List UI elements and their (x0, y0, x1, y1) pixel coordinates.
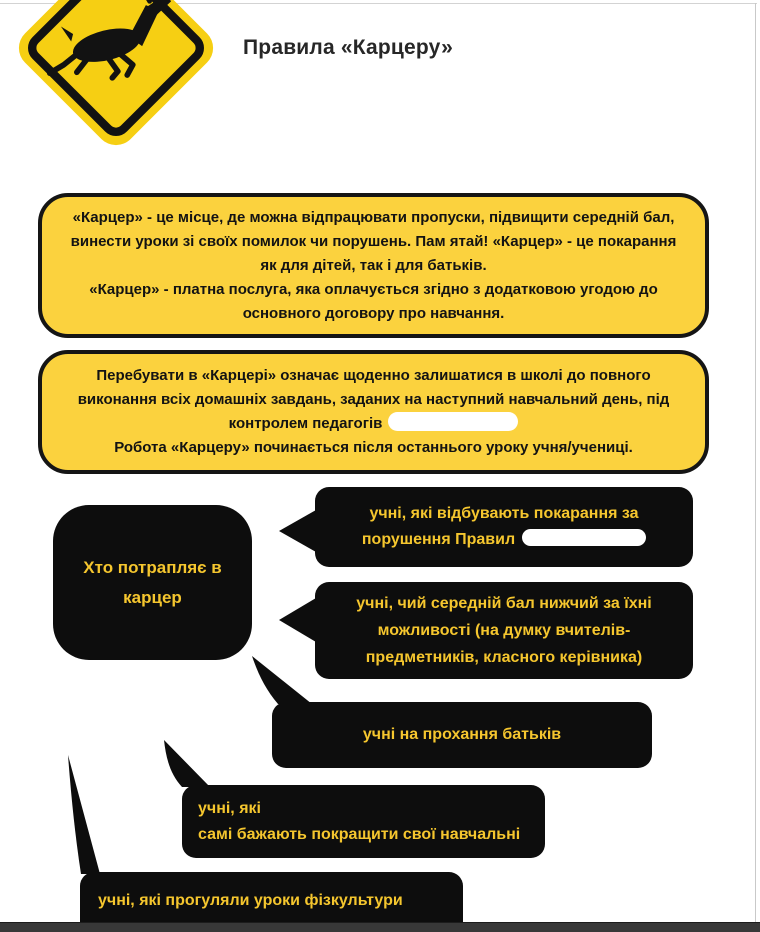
deer-icon (4, 0, 228, 160)
reason-1-label: учні, які відбувають покарання за порушення Правил (361, 505, 639, 548)
reason-1-text (329, 501, 679, 553)
reason-bubble-2 (315, 582, 693, 679)
intro-box-2-paragraph-2: Робота «Карцеру» починається після останнього уроку учня/учениці. (114, 439, 633, 456)
reason-bubble-1 (315, 487, 693, 567)
reason-3-label: учні на прохання батьків (362, 726, 562, 743)
bubble-tail (62, 755, 102, 874)
bubble-tail (158, 740, 214, 787)
redaction-box (388, 412, 518, 431)
intro-box-1-paragraph-2: «Карцер» - платна послуга, яка оплачується згідно з додатковою угодою до основного договору про навчання. (89, 280, 658, 322)
intro-box-1 (38, 193, 709, 338)
bubble-tail (279, 510, 316, 552)
reason-4-line-2: самі бажають покращити свої навчальні (198, 825, 521, 843)
who-root-label: Хто потрапляє в карцер (83, 557, 222, 607)
reason-bubble-3 (272, 702, 652, 768)
intro-box-2-paragraph-1 (66, 364, 681, 436)
who-root-box (53, 505, 252, 660)
intro-box-2-text: Перебувати в «Карцері» означає щоденно залишатися в школі до повного виконання всіх домашніх завдань, заданих на наступний навчальний день, під контролем педагогів (77, 367, 670, 432)
bubble-tail (279, 598, 316, 642)
deer-crossing-sign (4, 0, 228, 160)
intro-box-1-paragraph-1: «Карцер» - це місце, де можна відпрацювати пропуски, підвищити середній бал, винести уроки зі своїх помилок чи порушень. Пам ятай! «Карцер» - це покарання як для дітей, так і для батьків. (70, 208, 677, 274)
reason-5-label: учні, які прогуляли уроки фізкультури (98, 892, 403, 909)
reason-4-line-1: учні, які (198, 799, 261, 817)
redaction-box (522, 529, 646, 546)
intro-box-2 (38, 350, 709, 474)
reason-bubble-4 (182, 785, 545, 858)
page-title: Правила «Карцеру» (243, 36, 453, 59)
reason-2-label: учні, чий середній бал нижчий за їхні можливості (на думку вчителів-предметників, класного керівника) (356, 595, 652, 666)
bubble-tail (248, 656, 314, 704)
page-right-border (755, 3, 756, 922)
